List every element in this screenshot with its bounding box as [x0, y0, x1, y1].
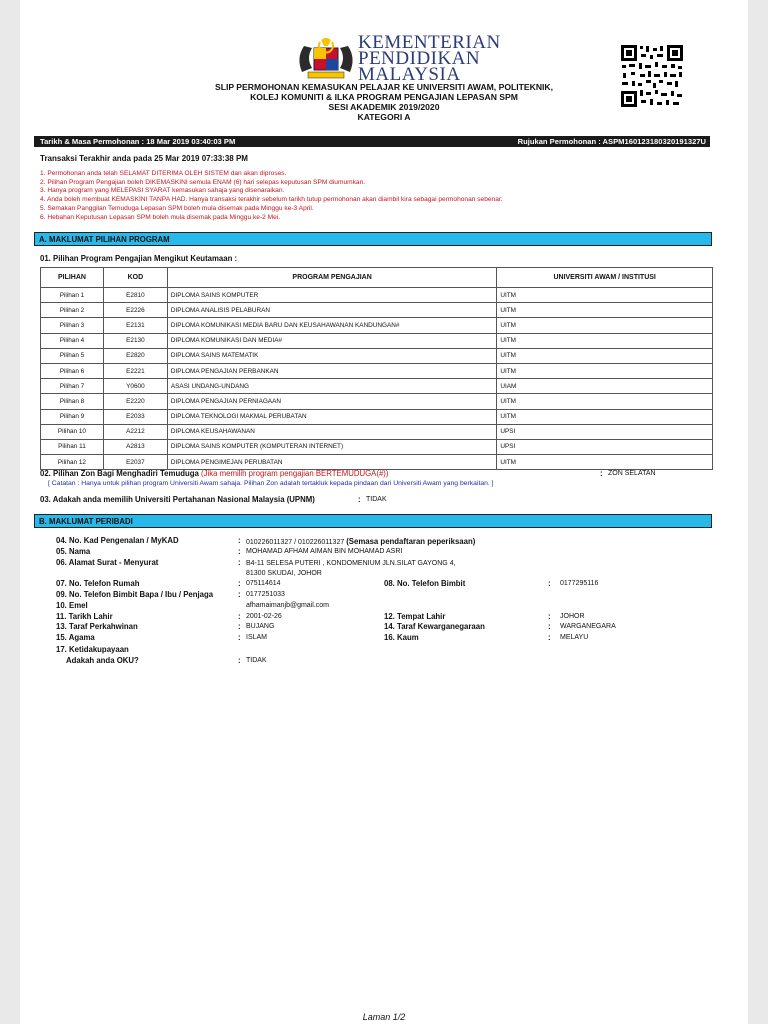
citizenship-value: WARGANEGARA — [560, 623, 616, 630]
code-cell: E2037 — [103, 455, 167, 470]
table-row — [41, 363, 713, 378]
name-label: 05. Nama — [56, 547, 91, 556]
title-line: SESI AKADEMIK 2019/2020 — [328, 102, 440, 112]
question-02-hint: (Jika memilih program pengajian BERTEMUDUGA(#)) — [201, 469, 389, 478]
code-cell: E2033 — [103, 409, 167, 424]
choice-cell: Pilihan 1 — [41, 288, 104, 303]
colon: : — [238, 536, 241, 545]
table-row — [41, 288, 713, 303]
question-02 — [40, 469, 388, 478]
email-label: 10. Emel — [56, 601, 88, 610]
colon: : — [238, 612, 241, 621]
note-item: 1. Permohonan anda telah SELAMAT DITERIMA OLEH SISTEM dan akan diproses. — [40, 170, 287, 177]
address-line: B4-11 SELESA PUTERI , KONDOMENIUM JLN.SILAT GAYONG 4, — [246, 560, 456, 567]
institution-cell: UITM — [497, 333, 713, 348]
application-reference: Rujukan Permohonan : ASPM160123180320191327U — [517, 137, 706, 146]
guardian-phone-value: 0177251033 — [246, 591, 285, 598]
choice-cell: Pilihan 7 — [41, 379, 104, 394]
notes-list — [40, 170, 503, 222]
marital-status-label: 13. Taraf Perkahwinan — [56, 622, 138, 631]
choice-cell: Pilihan 10 — [41, 424, 104, 439]
guardian-phone-label: 09. No. Telefon Bimbit Bapa / Ibu / Penjaga — [56, 590, 214, 599]
oku-value: TIDAK — [246, 657, 267, 664]
section-b-header: B. MAKLUMAT PERIBADI — [34, 514, 712, 528]
section-a-header: A. MAKLUMAT PILIHAN PROGRAM — [34, 232, 712, 246]
colon: : — [238, 622, 241, 631]
column-header: UNIVERSITI AWAM / INSTITUSI — [497, 268, 713, 288]
table-row — [41, 318, 713, 333]
question-01: 01. Pilihan Program Pengajian Mengikut Keutamaan : — [40, 254, 238, 263]
program-cell: DIPLOMA PENGIMEJAN PERUBATAN — [167, 455, 496, 470]
code-cell: A2813 — [103, 439, 167, 454]
institution-cell: UITM — [497, 363, 713, 378]
address-value — [246, 559, 456, 579]
title-line: SLIP PERMOHONAN KEMASUKAN PELAJAR KE UNIVERSITI AWAM, POLITEKNIK, — [214, 82, 554, 92]
note-item: 6. Hebahan Keputusan Lepasan SPM boleh mula disemak pada Minggu ke-2 Mei. — [40, 213, 281, 221]
column-header: PILIHAN — [41, 268, 104, 288]
institution-cell: UITM — [497, 348, 713, 363]
colon: : — [548, 622, 551, 631]
colon: : — [358, 495, 361, 504]
choice-cell: Pilihan 9 — [41, 409, 104, 424]
colon: : — [238, 558, 241, 567]
institution-cell: UITM — [497, 288, 713, 303]
oku-question-label: Adakah anda OKU? — [66, 656, 139, 665]
colon: : — [548, 633, 551, 642]
coat-of-arms-icon — [294, 38, 358, 80]
program-cell: DIPLOMA KOMUNIKASI DAN MEDIA# — [167, 333, 496, 348]
address-line: 81300 SKUDAI, JOHOR — [246, 570, 322, 577]
program-table — [40, 267, 713, 470]
religion-value: ISLAM — [246, 634, 268, 641]
colon: : — [548, 612, 551, 621]
table-row — [41, 409, 713, 424]
institution-cell: UIAM — [497, 379, 713, 394]
note-item: 2. Pilihan Program Pengajian boleh DIKEMASKINI semula ENAM (6) hari selepas keputusan SPM diumumkan. — [40, 178, 366, 186]
colon: : — [238, 547, 241, 556]
zone-note: [ Catatan : Hanya untuk pilihan program Universiti Awam sahaja. Pilihan Zon adalah tertakluk kepada pindaan dari Universiti Awam yang berkaitan. ] — [48, 480, 494, 487]
note-item: 3. Hanya program yang MELEPASI SYARAT kemasukan sahaja yang disenaraikan. — [40, 187, 285, 195]
ic-note: (Semasa pendaftaran peperiksaan) — [346, 537, 476, 546]
choice-cell: Pilihan 6 — [41, 363, 104, 378]
table-row — [41, 394, 713, 409]
note-item: 4. Anda boleh membuat KEMASKINI TANPA HAD. Hanya transaksi terakhir sebelum tarikh tutup permohonan akan diambil kira sebagai permohonan sebenar. — [40, 196, 503, 204]
program-cell: DIPLOMA PENGAJIAN PERNIAGAAN — [167, 394, 496, 409]
institution-cell: UITM — [497, 455, 713, 470]
choice-cell: Pilihan 11 — [41, 439, 104, 454]
table-row — [41, 333, 713, 348]
institution-cell: UITM — [497, 409, 713, 424]
address-label: 06. Alamat Surat - Menyurat — [56, 558, 159, 567]
note-item: 5. Semakan Panggilan Temuduga Lepasan SPM boleh mula disemak pada Minggu ke-3 April. — [40, 204, 314, 212]
ministry-line: KEMENTERIAN — [358, 32, 501, 53]
program-table-body — [41, 288, 713, 470]
code-cell: E2226 — [103, 303, 167, 318]
interview-zone-value: ZON SELATAN — [608, 470, 656, 477]
ministry-line: PENDIDIKAN — [358, 48, 481, 69]
ic-value — [246, 537, 475, 546]
choice-cell: Pilihan 5 — [41, 348, 104, 363]
code-cell: Y0600 — [103, 379, 167, 394]
race-value: MELAYU — [560, 634, 589, 641]
ic-label: 04. No. Kad Pengenalan / MyKAD — [56, 536, 179, 545]
program-cell: ASASI UNDANG-UNDANG — [167, 379, 496, 394]
table-row — [41, 424, 713, 439]
choice-cell: Pilihan 4 — [41, 333, 104, 348]
application-datetime: Tarikh & Masa Permohonan : 18 Mar 2019 03:40:03 PM — [40, 137, 236, 146]
document-title — [20, 82, 748, 122]
table-header-row — [41, 268, 713, 288]
institution-cell: UITM — [497, 303, 713, 318]
table-row — [41, 348, 713, 363]
ministry-line: MALAYSIA — [358, 64, 461, 85]
code-cell: E2810 — [103, 288, 167, 303]
choice-cell: Pilihan 12 — [41, 455, 104, 470]
email-value: afhamaimanjb@gmail.com — [246, 602, 329, 609]
code-cell: E2130 — [103, 333, 167, 348]
program-cell: DIPLOMA SAINS MATEMATIK — [167, 348, 496, 363]
mobile-phone-label: 08. No. Telefon Bimbit — [384, 579, 466, 588]
column-header: PROGRAM PENGAJIAN — [167, 268, 496, 288]
table-row — [41, 379, 713, 394]
application-info-bar — [34, 136, 710, 147]
marital-status-value: BUJANG — [246, 623, 275, 630]
question-03: 03. Adakah anda memilih Universiti Pertahanan Nasional Malaysia (UPNM) — [40, 495, 315, 504]
home-phone-label: 07. No. Telefon Rumah — [56, 579, 140, 588]
colon: : — [548, 579, 551, 588]
last-transaction: Transaksi Terakhir anda pada 25 Mar 2019 07:33:38 PM — [40, 154, 248, 163]
program-cell: DIPLOMA SAINS KOMPUTER — [167, 288, 496, 303]
code-cell: A2212 — [103, 424, 167, 439]
program-cell: DIPLOMA KOMUNIKASI MEDIA BARU DAN KEUSAHAWANAN KANDUNGAN# — [167, 318, 496, 333]
institution-cell: UPSI — [497, 424, 713, 439]
upnm-value: TIDAK — [366, 496, 387, 503]
religion-label: 15. Agama — [56, 633, 95, 642]
citizenship-label: 14. Taraf Kewarganegaraan — [384, 622, 485, 631]
home-phone-value: 075114614 — [246, 580, 281, 587]
slip-page — [20, 0, 748, 1024]
code-cell: E2820 — [103, 348, 167, 363]
race-label: 16. Kaum — [384, 633, 419, 642]
colon: : — [238, 656, 241, 665]
birth-date-label: 11. Tarikh Lahir — [56, 612, 113, 621]
choice-cell: Pilihan 2 — [41, 303, 104, 318]
birth-place-value: JOHOR — [560, 613, 585, 620]
program-cell: DIPLOMA KEUSAHAWANAN — [167, 424, 496, 439]
institution-cell: UITM — [497, 394, 713, 409]
question-02-label: 02. Pilihan Zon Bagi Menghadiri Temuduga — [40, 469, 199, 478]
code-cell: E2221 — [103, 363, 167, 378]
birth-date-value: 2001-02-26 — [246, 613, 282, 620]
choice-cell: Pilihan 8 — [41, 394, 104, 409]
colon: : — [238, 590, 241, 599]
column-header: KOD — [103, 268, 167, 288]
code-cell: E2131 — [103, 318, 167, 333]
code-cell: E2220 — [103, 394, 167, 409]
program-cell: DIPLOMA SAINS KOMPUTER (KOMPUTERAN INTERNET) — [167, 439, 496, 454]
title-line: KATEGORI A — [357, 112, 411, 122]
page-number: Laman 1/2 — [362, 1012, 406, 1022]
ic-number: 010226011327 / 010226011327 — [246, 539, 345, 546]
name-value: MOHAMAD AFHAM AIMAN BIN MOHAMAD ASRI — [246, 548, 403, 555]
colon: : — [600, 469, 603, 478]
colon: : — [238, 579, 241, 588]
program-cell: DIPLOMA ANALISIS PELABURAN — [167, 303, 496, 318]
table-row — [41, 455, 713, 470]
birth-place-label: 12. Tempat Lahir — [384, 612, 446, 621]
ministry-wordmark — [358, 32, 501, 85]
table-row — [41, 439, 713, 454]
institution-cell: UPSI — [497, 439, 713, 454]
program-cell: DIPLOMA TEKNOLOGI MAKMAL PERUBATAN — [167, 409, 496, 424]
colon: : — [238, 633, 241, 642]
disability-label: 17. Ketidakupayaan — [56, 645, 129, 654]
table-row — [41, 303, 713, 318]
title-line: KOLEJ KOMUNITI & ILKA PROGRAM PENGAJIAN LEPASAN SPM — [250, 92, 518, 102]
mobile-phone-value: 0177295116 — [560, 580, 599, 587]
program-cell: DIPLOMA PENGAJIAN PERBANKAN — [167, 363, 496, 378]
institution-cell: UITM — [497, 318, 713, 333]
choice-cell: Pilihan 3 — [41, 318, 104, 333]
